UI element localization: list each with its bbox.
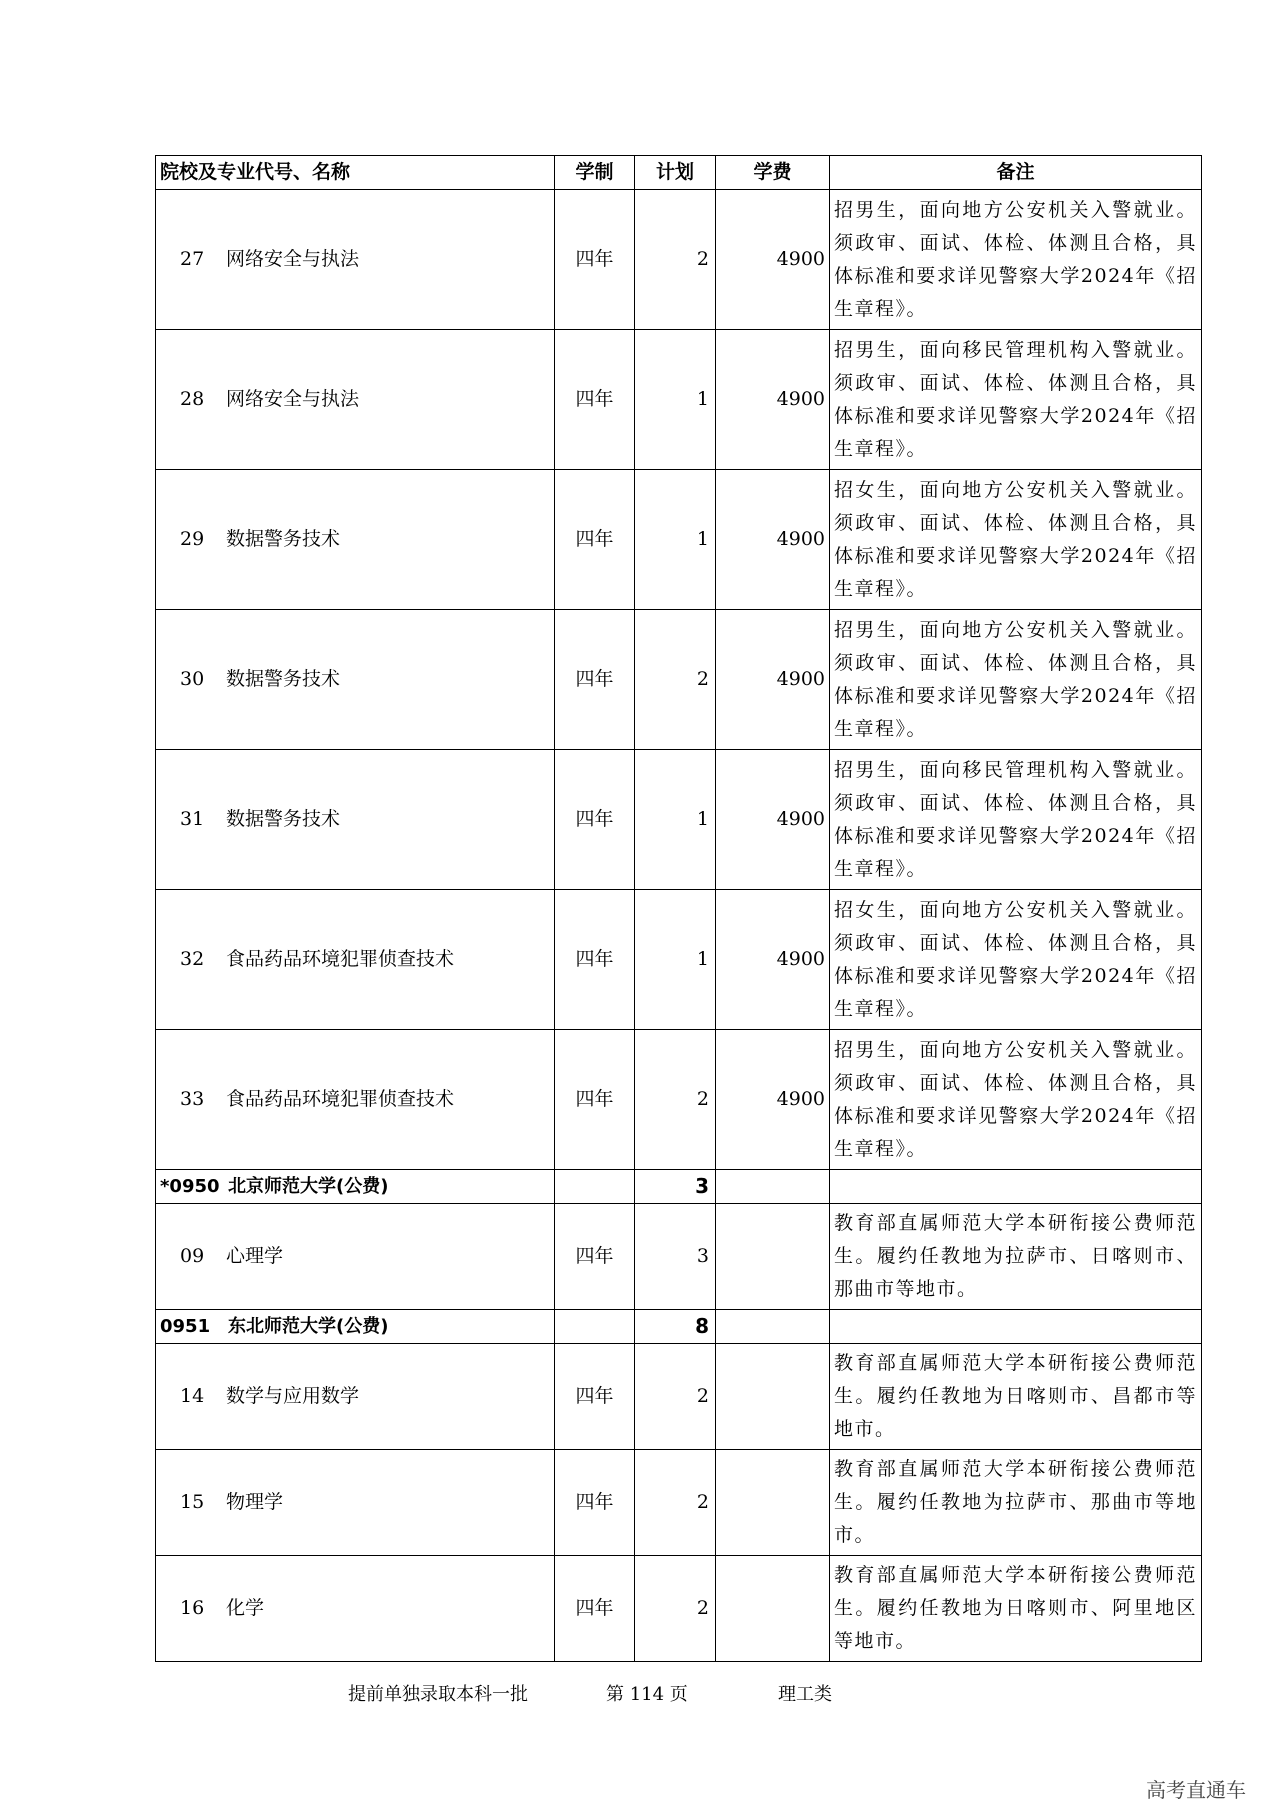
header-duration: 学制: [555, 156, 635, 190]
duration-cell: 四年: [555, 190, 635, 330]
table-row: [156, 1204, 1202, 1310]
table-row: [156, 1556, 1202, 1662]
duration-cell: 四年: [555, 1204, 635, 1310]
fee-cell: 4900: [716, 1030, 830, 1170]
major-name: 数据警务技术: [226, 528, 341, 550]
plan-cell: 2: [635, 1030, 716, 1170]
major-name-cell: [156, 750, 555, 890]
duration-cell: 四年: [555, 470, 635, 610]
major-name-cell: [156, 1556, 555, 1662]
school-name-cell: [156, 1310, 555, 1344]
plan-cell: 1: [635, 750, 716, 890]
empty-cell: [830, 1310, 1202, 1344]
fee-cell: 4900: [716, 190, 830, 330]
watermark: 高考直通车: [1146, 1778, 1246, 1802]
plan-cell: 2: [635, 610, 716, 750]
major-name-cell: [156, 890, 555, 1030]
note-cell: 教育部直属师范大学本研衔接公费师范生。履约任教地为拉萨市、那曲市等地市。: [830, 1450, 1202, 1556]
major-name: 网络安全与执法: [226, 388, 360, 410]
header-name: 院校及专业代号、名称: [156, 156, 555, 190]
note-cell: 教育部直属师范大学本研衔接公费师范生。履约任教地为拉萨市、日喀则市、那曲市等地市。: [830, 1204, 1202, 1310]
fee-cell: 4900: [716, 470, 830, 610]
header-fee: 学费: [716, 156, 830, 190]
major-name-cell: [156, 610, 555, 750]
major-name: 数据警务技术: [226, 668, 341, 690]
empty-cell: [555, 1310, 635, 1344]
note-cell: 招女生，面向地方公安机关入警就业。须政审、面试、体检、体测且合格，具体标准和要求详见警察大学2024年《招生章程》。: [830, 890, 1202, 1030]
plan-cell: 1: [635, 470, 716, 610]
major-code: 27: [180, 248, 205, 270]
plan-cell: 2: [635, 1556, 716, 1662]
empty-cell: [716, 1170, 830, 1204]
duration-cell: 四年: [555, 330, 635, 470]
note-cell: 招男生，面向地方公安机关入警就业。须政审、面试、体检、体测且合格，具体标准和要求详见警察大学2024年《招生章程》。: [830, 610, 1202, 750]
note-cell: 招男生，面向移民管理机构入警就业。须政审、面试、体检、体测且合格，具体标准和要求详见警察大学2024年《招生章程》。: [830, 330, 1202, 470]
major-code: 14: [180, 1385, 205, 1407]
major-name-cell: [156, 1344, 555, 1450]
table-row: [156, 750, 1202, 890]
major-code: 16: [180, 1597, 205, 1619]
major-name-cell: [156, 1204, 555, 1310]
header-plan: 计划: [635, 156, 716, 190]
note-cell: 教育部直属师范大学本研衔接公费师范生。履约任教地为日喀则市、昌都市等地市。: [830, 1344, 1202, 1450]
table-row: [156, 1450, 1202, 1556]
table-row: [156, 890, 1202, 1030]
fee-cell: 4900: [716, 750, 830, 890]
major-code: 29: [180, 528, 205, 550]
school-name-cell: [156, 1170, 555, 1204]
note-cell: 招男生，面向地方公安机关入警就业。须政审、面试、体检、体测且合格，具体标准和要求详见警察大学2024年《招生章程》。: [830, 1030, 1202, 1170]
duration-cell: 四年: [555, 1450, 635, 1556]
fee-cell: [716, 1450, 830, 1556]
note-cell: 招女生，面向地方公安机关入警就业。须政审、面试、体检、体测且合格，具体标准和要求详见警察大学2024年《招生章程》。: [830, 470, 1202, 610]
major-name: 食品药品环境犯罪侦查技术: [226, 948, 455, 970]
empty-cell: [830, 1170, 1202, 1204]
fee-cell: 4900: [716, 890, 830, 1030]
major-name: 数学与应用数学: [226, 1385, 360, 1407]
school-row-bnu: [156, 1170, 1202, 1204]
major-name-cell: [156, 1450, 555, 1556]
major-name: 化学: [226, 1597, 265, 1619]
fee-cell: 4900: [716, 330, 830, 470]
school-name: 北京师范大学(公费): [228, 1176, 389, 1197]
school-name: 东北师范大学(公费): [228, 1316, 389, 1337]
note-cell: 招男生，面向地方公安机关入警就业。须政审、面试、体检、体测且合格，具体标准和要求详见警察大学2024年《招生章程》。: [830, 190, 1202, 330]
duration-cell: 四年: [555, 890, 635, 1030]
fee-cell: [716, 1556, 830, 1662]
major-code: 15: [180, 1491, 205, 1513]
table-header-row: [156, 156, 1202, 190]
fee-cell: 4900: [716, 610, 830, 750]
table-row: [156, 470, 1202, 610]
major-name: 数据警务技术: [226, 808, 341, 830]
table-row: [156, 1344, 1202, 1450]
major-name: 心理学: [226, 1245, 284, 1267]
major-name-cell: [156, 470, 555, 610]
plan-cell: 3: [635, 1204, 716, 1310]
school-code: 0951: [160, 1316, 211, 1337]
note-cell: 招男生，面向移民管理机构入警就业。须政审、面试、体检、体测且合格，具体标准和要求详见警察大学2024年《招生章程》。: [830, 750, 1202, 890]
plan-cell: 1: [635, 890, 716, 1030]
major-name: 网络安全与执法: [226, 248, 360, 270]
major-name-cell: [156, 1030, 555, 1170]
major-code: 28: [180, 388, 205, 410]
plan-cell: 2: [635, 1450, 716, 1556]
major-name-cell: [156, 330, 555, 470]
major-code: 31: [180, 808, 205, 830]
fee-cell: [716, 1204, 830, 1310]
school-row-nenu: [156, 1310, 1202, 1344]
admission-plan-table: [155, 155, 1202, 1662]
fee-cell: [716, 1344, 830, 1450]
footer-page-number: 第 114 页: [606, 1684, 688, 1705]
footer-batch: 提前单独录取本科一批: [348, 1684, 528, 1705]
note-cell: 教育部直属师范大学本研衔接公费师范生。履约任教地为日喀则市、阿里地区等地市。: [830, 1556, 1202, 1662]
duration-cell: 四年: [555, 750, 635, 890]
school-plan-cell: 8: [635, 1310, 716, 1344]
school-plan-cell: 3: [635, 1170, 716, 1204]
footer-category: 理工类: [778, 1684, 832, 1705]
major-name-cell: [156, 190, 555, 330]
duration-cell: 四年: [555, 610, 635, 750]
plan-cell: 2: [635, 190, 716, 330]
table-row: [156, 190, 1202, 330]
duration-cell: 四年: [555, 1030, 635, 1170]
header-note: 备注: [830, 156, 1202, 190]
major-code: 30: [180, 668, 205, 690]
major-code: 33: [180, 1088, 205, 1110]
plan-cell: 1: [635, 330, 716, 470]
empty-cell: [716, 1310, 830, 1344]
table-row: [156, 1030, 1202, 1170]
major-name: 食品药品环境犯罪侦查技术: [226, 1088, 455, 1110]
duration-cell: 四年: [555, 1344, 635, 1450]
duration-cell: 四年: [555, 1556, 635, 1662]
major-name: 物理学: [226, 1491, 284, 1513]
table-row: [156, 330, 1202, 470]
table-row: [156, 610, 1202, 750]
major-code: 09: [180, 1245, 205, 1267]
school-code: *0950: [160, 1176, 220, 1197]
major-code: 32: [180, 948, 205, 970]
empty-cell: [555, 1170, 635, 1204]
plan-cell: 2: [635, 1344, 716, 1450]
